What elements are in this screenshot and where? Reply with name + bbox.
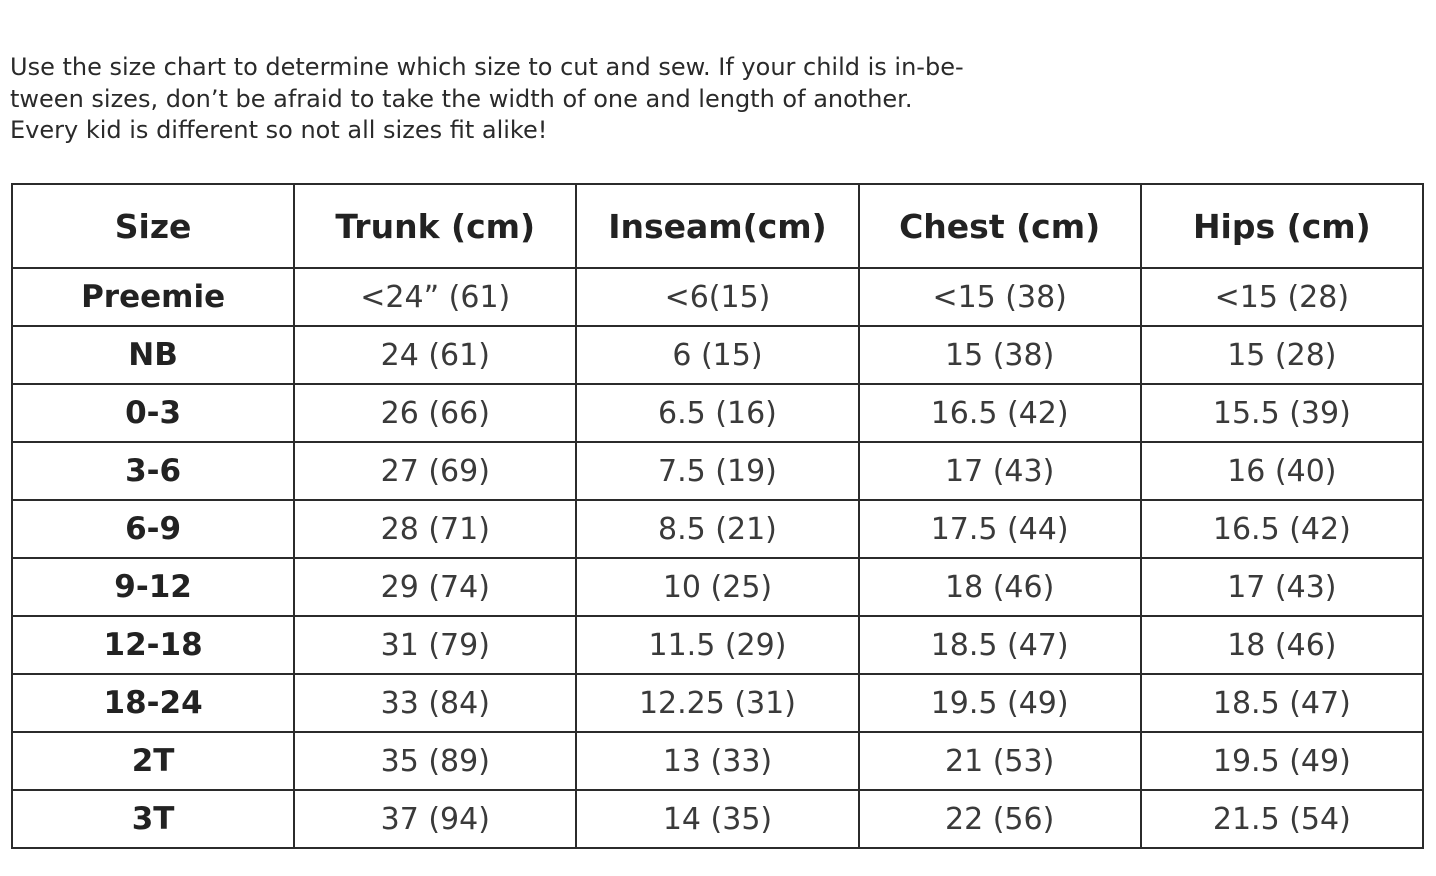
header-chest: Chest (cm) (859, 184, 1141, 268)
trunk-cell: 35 (89) (294, 732, 576, 790)
chest-cell: 19.5 (49) (859, 674, 1141, 732)
hips-cell: 18 (46) (1141, 616, 1423, 674)
size-cell: 2T (12, 732, 294, 790)
size-cell: 0-3 (12, 384, 294, 442)
intro-line: Every kid is different so not all sizes fit alike! (10, 116, 548, 144)
trunk-cell: 37 (94) (294, 790, 576, 848)
hips-cell: 15.5 (39) (1141, 384, 1423, 442)
hips-cell: 15 (28) (1141, 326, 1423, 384)
inseam-cell: 6 (15) (576, 326, 858, 384)
inseam-cell: 11.5 (29) (576, 616, 858, 674)
chest-cell: 17 (43) (859, 442, 1141, 500)
trunk-cell: 29 (74) (294, 558, 576, 616)
table-row (12, 558, 1423, 616)
hips-cell: 16 (40) (1141, 442, 1423, 500)
size-cell: 9-12 (12, 558, 294, 616)
trunk-cell: 26 (66) (294, 384, 576, 442)
table-row (12, 326, 1423, 384)
hips-cell: <15 (28) (1141, 268, 1423, 326)
trunk-cell: 28 (71) (294, 500, 576, 558)
hips-cell: 21.5 (54) (1141, 790, 1423, 848)
chest-cell: 18.5 (47) (859, 616, 1141, 674)
inseam-cell: 14 (35) (576, 790, 858, 848)
intro-paragraph (10, 52, 990, 147)
chest-cell: 16.5 (42) (859, 384, 1141, 442)
header-inseam: Inseam(cm) (576, 184, 858, 268)
hips-cell: 17 (43) (1141, 558, 1423, 616)
inseam-cell: <6(15) (576, 268, 858, 326)
table-row (12, 442, 1423, 500)
table-row (12, 268, 1423, 326)
trunk-cell: 24 (61) (294, 326, 576, 384)
trunk-cell: 31 (79) (294, 616, 576, 674)
chest-cell: 21 (53) (859, 732, 1141, 790)
trunk-cell: 27 (69) (294, 442, 576, 500)
intro-line: tween sizes, don’t be afraid to take the width of one and length of another. (10, 84, 913, 113)
size-cell: NB (12, 326, 294, 384)
trunk-cell: 33 (84) (294, 674, 576, 732)
size-chart (11, 183, 1422, 849)
header-hips: Hips (cm) (1141, 184, 1423, 268)
size-cell: 18-24 (12, 674, 294, 732)
table-body (12, 268, 1423, 848)
table-row (12, 500, 1423, 558)
table-row (12, 616, 1423, 674)
hips-cell: 16.5 (42) (1141, 500, 1423, 558)
inseam-cell: 6.5 (16) (576, 384, 858, 442)
table-row (12, 384, 1423, 442)
size-table (11, 183, 1424, 849)
trunk-cell: <24” (61) (294, 268, 576, 326)
size-cell: 6-9 (12, 500, 294, 558)
size-cell: Preemie (12, 268, 294, 326)
chest-cell: 15 (38) (859, 326, 1141, 384)
table-row (12, 790, 1423, 848)
inseam-cell: 7.5 (19) (576, 442, 858, 500)
chest-cell: 22 (56) (859, 790, 1141, 848)
inseam-cell: 12.25 (31) (576, 674, 858, 732)
chest-cell: 17.5 (44) (859, 500, 1141, 558)
header-size: Size (12, 184, 294, 268)
size-cell: 3T (12, 790, 294, 848)
header-row (12, 184, 1423, 268)
size-cell: 3-6 (12, 442, 294, 500)
table-row (12, 674, 1423, 732)
table-row (12, 732, 1423, 790)
chest-cell: 18 (46) (859, 558, 1141, 616)
hips-cell: 19.5 (49) (1141, 732, 1423, 790)
intro-line: Use the size chart to determine which size to cut and sew. If your child is in-be- (10, 53, 964, 81)
inseam-cell: 8.5 (21) (576, 500, 858, 558)
inseam-cell: 10 (25) (576, 558, 858, 616)
inseam-cell: 13 (33) (576, 732, 858, 790)
size-cell: 12-18 (12, 616, 294, 674)
chest-cell: <15 (38) (859, 268, 1141, 326)
hips-cell: 18.5 (47) (1141, 674, 1423, 732)
header-trunk: Trunk (cm) (294, 184, 576, 268)
